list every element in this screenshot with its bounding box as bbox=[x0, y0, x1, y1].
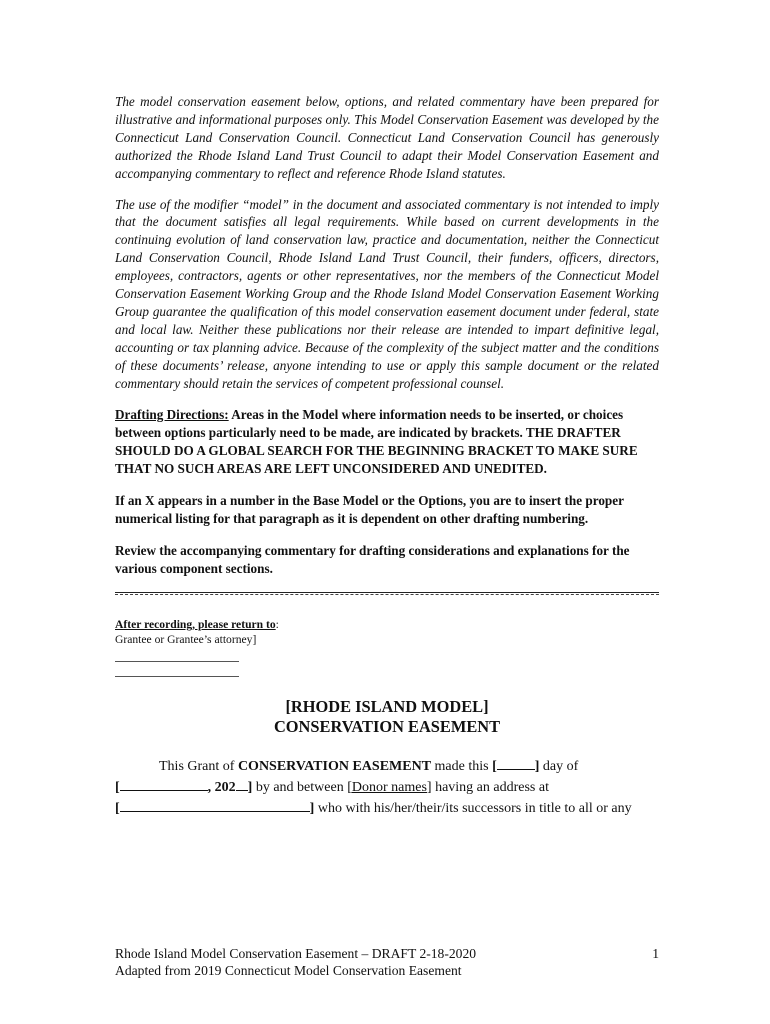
document-title bbox=[115, 697, 659, 737]
day-blank bbox=[497, 755, 535, 770]
grant-line-2: [ , 202 ] by and between [Donor names] having an address at bbox=[115, 776, 659, 797]
page-footer bbox=[115, 945, 659, 979]
donor-names-field: [Donor names] bbox=[347, 779, 432, 795]
page-content bbox=[115, 93, 659, 818]
page-number: 1 bbox=[652, 946, 659, 961]
x-numbering-note: If an X appears in a number in the Base Model or the Options, you are to insert the proper numerical listing for that paragraph as it is dependent on other drafting numbering. bbox=[115, 492, 624, 526]
disclaimer-paragraph-1: The model conservation easement below, options, and related commentary have been prepared for illustrative and informational purposes only. This Model Conservation Easement was developed by the Connecticut Land Conservation Council. Connecticut Land Conservation Council has generously authorized the Rhode Island Land Trust Council to adapt their Model Conservation Easement and accompanying commentary to reflect and reference Rhode Island statutes. bbox=[115, 94, 659, 181]
month-blank bbox=[120, 776, 208, 791]
drafting-directions bbox=[115, 406, 659, 478]
return-to-label: After recording, please return to bbox=[115, 617, 276, 631]
footer-line-1: Rhode Island Model Conservation Easement – DRAFT 2-18-2020 bbox=[115, 946, 477, 961]
disclaimer-paragraph-2: The use of the modifier “model” in the document and associated commentary is not intended to imply that the document satisfies all legal requirements. While based on current developments in the continuing evolution of land conservation law, practice and documentation, neither the Connecticut Land Conservation Council, Rhode Island Land Trust Council, their funders, officers, directors, employees, contractors, agents or other representatives, nor the members of the Connecticut Model Conservation Easement Working Group and the Rhode Island Model Conservation Easement Working Group guarantee the qualification of this model conservation easement document under federal, state and local law. Neither these publications nor their release are intended to impart definitive legal, accounting or tax planning advice. Because of the complexity of the subject matter and the conditions of these documents’ release, anyone intending to use or apply this sample document or the related commentary should retain the services of competent professional counsel. bbox=[115, 196, 659, 391]
title-line-1: [RHODE ISLAND MODEL] bbox=[285, 696, 489, 716]
address-blank bbox=[120, 797, 310, 812]
address-blank-line-2 bbox=[115, 662, 239, 677]
address-blank-line-1 bbox=[115, 647, 239, 662]
return-to-recipient: Grantee or Grantee’s attorney] bbox=[115, 632, 257, 646]
grant-line-1: This Grant of CONSERVATION EASEMENT made this [ ] day of bbox=[115, 755, 659, 776]
return-to-line: After recording, please return to: bbox=[115, 617, 279, 631]
grant-paragraph bbox=[115, 755, 659, 818]
footer-line-2: Adapted from 2019 Connecticut Model Conservation Easement bbox=[115, 963, 462, 978]
return-to-block bbox=[115, 617, 659, 677]
drafting-directions-text: Areas in the Model where information needs to be inserted, or choices between options particularly need to be made, are indicated by brackets. THE DRAFTER SHOULD DO A GLOBAL SEARCH FOR THE BEGINNING BRACKET TO MAKE SURE THAT NO SUCH AREAS ARE LEFT UNCONSIDERED AND UNEDITED. bbox=[115, 406, 638, 476]
grant-line-3: [ ] who with his/her/their/its successors in title to all or any bbox=[115, 797, 659, 818]
review-commentary-note: Review the accompanying commentary for drafting considerations and explanations for the various component sections. bbox=[115, 542, 630, 576]
drafting-directions-label: Drafting Directions: bbox=[115, 406, 229, 422]
title-line-2: CONSERVATION EASEMENT bbox=[273, 716, 501, 736]
year-blank bbox=[236, 776, 248, 791]
conservation-easement-term: CONSERVATION EASEMENT bbox=[237, 758, 432, 774]
section-separator bbox=[115, 592, 659, 595]
